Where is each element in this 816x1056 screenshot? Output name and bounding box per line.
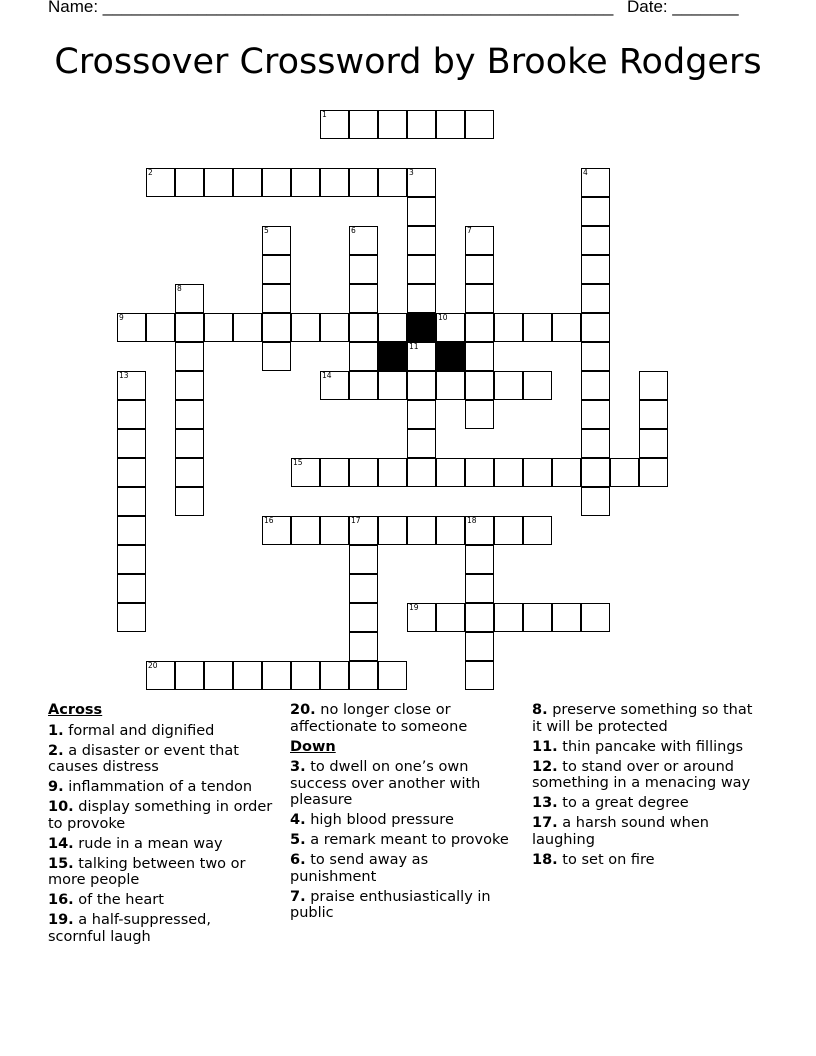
grid-cell[interactable] xyxy=(407,371,436,400)
clue-item-number: 1. xyxy=(48,722,64,739)
clues-column-2 xyxy=(290,702,515,925)
clue-number: 11 xyxy=(409,342,419,351)
grid-cell[interactable] xyxy=(407,168,436,197)
grid-cell[interactable] xyxy=(378,516,407,545)
clue-item-text: rude in a mean way xyxy=(78,835,223,852)
clue-item-number: 3. xyxy=(290,759,306,775)
grid-cell[interactable] xyxy=(349,168,378,197)
grid-cell[interactable] xyxy=(465,255,494,284)
clue-item xyxy=(48,892,273,909)
grid-cell[interactable] xyxy=(581,342,610,371)
clue-number: 13 xyxy=(119,371,129,380)
grid-cell[interactable] xyxy=(262,284,291,313)
clue-number: 3 xyxy=(409,168,414,177)
grid-cell[interactable] xyxy=(581,313,610,342)
clue-item-text: a half-suppressed, scornful laugh xyxy=(48,912,211,945)
clue-item xyxy=(290,812,515,829)
grid-cell[interactable] xyxy=(175,342,204,371)
grid-cell[interactable] xyxy=(581,255,610,284)
clue-item xyxy=(290,852,515,885)
grid-cell[interactable] xyxy=(320,516,349,545)
grid-cell[interactable] xyxy=(262,342,291,371)
grid-cell[interactable] xyxy=(262,255,291,284)
grid-cell[interactable] xyxy=(117,574,146,603)
grid-cell[interactable] xyxy=(175,661,204,690)
clue-item xyxy=(532,739,762,756)
grid-cell[interactable] xyxy=(378,313,407,342)
grid-cell[interactable] xyxy=(349,255,378,284)
clue-item-number: 14. xyxy=(48,835,74,852)
page-title: Crossover Crossword by Brooke Rodgers xyxy=(54,42,762,82)
clue-item xyxy=(290,759,515,809)
grid-cell[interactable] xyxy=(349,545,378,574)
clue-number: 7 xyxy=(467,226,472,235)
clue-item-text: inflammation of a tendon xyxy=(68,779,253,795)
grid-cell[interactable] xyxy=(436,313,465,342)
grid-cell[interactable] xyxy=(465,284,494,313)
clue-item-number: 17. xyxy=(532,815,558,831)
grid-cell[interactable] xyxy=(262,168,291,197)
grid-cell[interactable] xyxy=(349,632,378,661)
clue-item-number: 6. xyxy=(290,852,306,868)
grid-cell[interactable] xyxy=(291,168,320,197)
grid-cell[interactable] xyxy=(349,226,378,255)
clue-item xyxy=(290,702,515,735)
grid-cell[interactable] xyxy=(175,168,204,197)
grid-cell[interactable] xyxy=(465,342,494,371)
grid-cell[interactable] xyxy=(262,226,291,255)
grid-cell[interactable] xyxy=(291,516,320,545)
clue-item-number: 12. xyxy=(532,758,558,775)
grid-cell[interactable] xyxy=(233,313,262,342)
grid-cell[interactable] xyxy=(378,110,407,139)
grid-cell[interactable] xyxy=(523,603,552,632)
grid-cell[interactable] xyxy=(407,603,436,632)
clue-item-text: high blood pressure xyxy=(310,812,454,828)
clue-item-number: 11. xyxy=(532,738,558,755)
grid-cell[interactable] xyxy=(117,313,146,342)
grid-cell[interactable] xyxy=(407,197,436,226)
clue-item-number: 13. xyxy=(532,795,558,811)
grid-cell[interactable] xyxy=(494,313,523,342)
grid-cell[interactable] xyxy=(146,313,175,342)
clue-item-text: to set on fire xyxy=(562,851,655,868)
grid-cell[interactable] xyxy=(175,371,204,400)
grid-cell[interactable] xyxy=(465,545,494,574)
grid-cell[interactable] xyxy=(320,371,349,400)
grid-cell[interactable] xyxy=(117,429,146,458)
clue-item-number: 8. xyxy=(532,702,548,718)
clue-item-number: 9. xyxy=(48,779,64,795)
grid-cell[interactable] xyxy=(407,342,436,371)
grid-cell[interactable] xyxy=(117,371,146,400)
grid-cell[interactable] xyxy=(175,458,204,487)
grid-cell[interactable] xyxy=(523,313,552,342)
clue-item-number: 18. xyxy=(532,851,558,868)
clue-item xyxy=(48,723,273,740)
clue-item-text: thin pancake with fillings xyxy=(562,738,744,755)
grid-cell[interactable] xyxy=(204,313,233,342)
clue-number: 19 xyxy=(409,603,419,612)
grid-cell[interactable] xyxy=(494,371,523,400)
clue-item-text: to a great degree xyxy=(562,795,689,811)
grid-cell[interactable] xyxy=(436,458,465,487)
grid-cell[interactable] xyxy=(639,458,668,487)
clue-number: 4 xyxy=(583,168,588,177)
name-field-label: Name: ______________________________________________________ xyxy=(48,0,614,16)
clue-number: 2 xyxy=(148,168,153,177)
date-field-label: Date: _______ xyxy=(627,0,739,16)
grid-cell[interactable] xyxy=(349,110,378,139)
clue-item-text: to stand over or around something in a menacing way xyxy=(532,758,751,791)
black-square xyxy=(407,313,436,342)
grid-cell[interactable] xyxy=(523,458,552,487)
grid-cell[interactable] xyxy=(581,603,610,632)
grid-cell[interactable] xyxy=(407,110,436,139)
grid-cell[interactable] xyxy=(465,574,494,603)
clue-number: 10 xyxy=(438,313,448,322)
grid-cell[interactable] xyxy=(146,661,175,690)
clue-item xyxy=(48,779,273,796)
across-heading: Across xyxy=(48,702,103,718)
grid-cell[interactable] xyxy=(523,371,552,400)
clue-item-text: of the heart xyxy=(78,892,164,908)
grid-cell[interactable] xyxy=(552,313,581,342)
clue-item xyxy=(48,799,273,832)
grid-cell[interactable] xyxy=(175,487,204,516)
clue-item-text: to send away as punishment xyxy=(290,852,429,885)
grid-cell[interactable] xyxy=(291,313,320,342)
clue-number: 8 xyxy=(177,284,182,293)
grid-cell[interactable] xyxy=(349,458,378,487)
clue-item-text: a remark meant to provoke xyxy=(310,832,509,848)
grid-cell[interactable] xyxy=(262,661,291,690)
clue-item-number: 4. xyxy=(290,812,306,828)
clue-item xyxy=(532,815,762,848)
grid-cell[interactable] xyxy=(291,458,320,487)
grid-cell[interactable] xyxy=(581,197,610,226)
grid-cell[interactable] xyxy=(320,110,349,139)
clue-item-number: 15. xyxy=(48,855,74,872)
black-square xyxy=(436,342,465,371)
grid-cell[interactable] xyxy=(378,458,407,487)
grid-cell[interactable] xyxy=(175,284,204,313)
clue-number: 18 xyxy=(467,516,477,525)
clue-item-number: 20. xyxy=(290,702,316,718)
clue-item-number: 5. xyxy=(290,832,306,848)
grid-cell[interactable] xyxy=(349,603,378,632)
grid-cell[interactable] xyxy=(465,313,494,342)
grid-cell[interactable] xyxy=(146,168,175,197)
grid-cell[interactable] xyxy=(494,516,523,545)
clue-number: 5 xyxy=(264,226,269,235)
down-heading: Down xyxy=(290,738,336,755)
grid-cell[interactable] xyxy=(581,284,610,313)
grid-cell[interactable] xyxy=(465,516,494,545)
grid-cell[interactable] xyxy=(291,661,320,690)
clue-item xyxy=(532,759,762,792)
grid-cell[interactable] xyxy=(552,458,581,487)
clue-item-number: 2. xyxy=(48,742,64,759)
clue-item xyxy=(290,832,515,849)
clue-item xyxy=(532,795,762,812)
grid-cell[interactable] xyxy=(117,545,146,574)
grid-cell[interactable] xyxy=(465,110,494,139)
grid-cell[interactable] xyxy=(117,516,146,545)
grid-cell[interactable] xyxy=(465,400,494,429)
grid-cell[interactable] xyxy=(262,516,291,545)
grid-cell[interactable] xyxy=(639,400,668,429)
clue-number: 16 xyxy=(264,516,274,525)
clue-item-number: 10. xyxy=(48,799,74,815)
grid-cell[interactable] xyxy=(494,603,523,632)
grid-cell[interactable] xyxy=(378,661,407,690)
grid-cell[interactable] xyxy=(117,400,146,429)
grid-cell[interactable] xyxy=(407,226,436,255)
grid-cell[interactable] xyxy=(494,458,523,487)
clues-column-3 xyxy=(532,702,762,872)
grid-cell[interactable] xyxy=(581,487,610,516)
clue-number: 20 xyxy=(148,661,158,670)
grid-cell[interactable] xyxy=(320,458,349,487)
grid-cell[interactable] xyxy=(320,313,349,342)
clue-item xyxy=(48,743,273,776)
clue-item-text: display something in order to provoke xyxy=(48,799,273,832)
grid-cell[interactable] xyxy=(436,110,465,139)
grid-cell[interactable] xyxy=(639,371,668,400)
grid-cell[interactable] xyxy=(349,516,378,545)
clue-item-text: a harsh sound when laughing xyxy=(532,815,709,848)
grid-cell[interactable] xyxy=(349,661,378,690)
clue-item-number: 19. xyxy=(48,912,74,928)
clue-item xyxy=(532,852,762,869)
clue-item-text: a disaster or event that causes distress xyxy=(48,742,239,775)
grid-cell[interactable] xyxy=(436,516,465,545)
clue-item-text: to dwell on one’s own success over another with pleasure xyxy=(290,759,481,808)
grid-cell[interactable] xyxy=(610,458,639,487)
grid-cell[interactable] xyxy=(349,313,378,342)
grid-cell[interactable] xyxy=(349,342,378,371)
grid-cell[interactable] xyxy=(233,168,262,197)
grid-cell[interactable] xyxy=(117,487,146,516)
black-square xyxy=(378,342,407,371)
clue-number: 17 xyxy=(351,516,361,525)
grid-cell[interactable] xyxy=(320,661,349,690)
clue-number: 1 xyxy=(322,110,327,119)
grid-cell[interactable] xyxy=(407,400,436,429)
grid-cell[interactable] xyxy=(407,255,436,284)
clue-item xyxy=(48,912,273,945)
grid-cell[interactable] xyxy=(117,603,146,632)
grid-cell[interactable] xyxy=(349,574,378,603)
grid-cell[interactable] xyxy=(262,313,291,342)
grid-cell[interactable] xyxy=(581,400,610,429)
grid-cell[interactable] xyxy=(175,400,204,429)
grid-cell[interactable] xyxy=(204,168,233,197)
grid-cell[interactable] xyxy=(233,661,262,690)
clue-number: 15 xyxy=(293,458,303,467)
grid-cell[interactable] xyxy=(465,226,494,255)
grid-cell[interactable] xyxy=(320,168,349,197)
clues-column-1 xyxy=(48,702,273,949)
clue-item xyxy=(532,702,762,735)
grid-cell[interactable] xyxy=(639,429,668,458)
grid-cell[interactable] xyxy=(465,603,494,632)
grid-cell[interactable] xyxy=(204,661,233,690)
grid-cell[interactable] xyxy=(465,371,494,400)
grid-cell[interactable] xyxy=(378,168,407,197)
grid-cell[interactable] xyxy=(407,284,436,313)
grid-cell[interactable] xyxy=(175,429,204,458)
grid-cell[interactable] xyxy=(175,313,204,342)
grid-cell[interactable] xyxy=(581,371,610,400)
grid-cell[interactable] xyxy=(407,429,436,458)
clue-item-number: 16. xyxy=(48,892,74,908)
clue-item xyxy=(48,856,273,889)
grid-cell[interactable] xyxy=(407,458,436,487)
clue-item xyxy=(290,889,515,922)
clue-item-text: no longer close or affectionate to someone xyxy=(290,702,468,735)
grid-cell[interactable] xyxy=(407,516,436,545)
grid-cell[interactable] xyxy=(465,632,494,661)
grid-cell[interactable] xyxy=(349,371,378,400)
clue-number: 6 xyxy=(351,226,356,235)
grid-cell[interactable] xyxy=(465,458,494,487)
clue-item-text: preserve something so that it will be protected xyxy=(532,702,753,735)
grid-cell[interactable] xyxy=(117,458,146,487)
grid-cell[interactable] xyxy=(349,284,378,313)
grid-cell[interactable] xyxy=(581,429,610,458)
clue-item xyxy=(48,836,273,853)
clue-number: 9 xyxy=(119,313,124,322)
grid-cell[interactable] xyxy=(581,168,610,197)
grid-cell[interactable] xyxy=(378,371,407,400)
grid-cell[interactable] xyxy=(581,226,610,255)
grid-cell[interactable] xyxy=(523,516,552,545)
grid-cell[interactable] xyxy=(465,661,494,690)
clue-item-text: talking between two or more people xyxy=(48,855,246,888)
grid-cell[interactable] xyxy=(436,603,465,632)
clue-number: 14 xyxy=(322,371,332,380)
grid-cell[interactable] xyxy=(581,458,610,487)
clue-item-number: 7. xyxy=(290,888,306,905)
grid-cell[interactable] xyxy=(552,603,581,632)
grid-cell[interactable] xyxy=(436,371,465,400)
clue-item-text: formal and dignified xyxy=(68,722,215,739)
clue-item-text: praise enthusiastically in public xyxy=(290,888,491,921)
